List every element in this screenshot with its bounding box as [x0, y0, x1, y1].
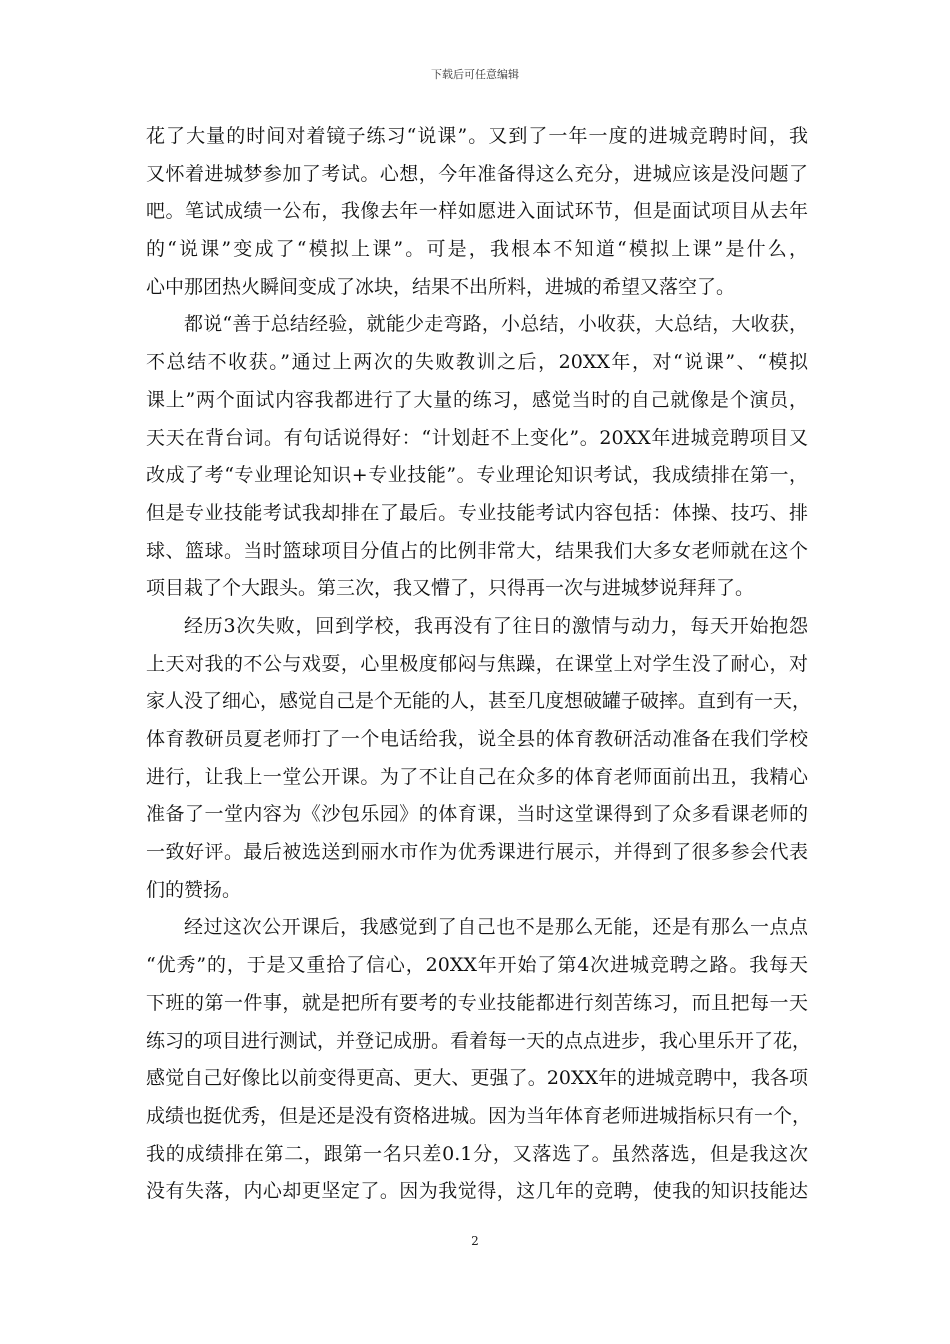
text-line: 练习的项目进行测试，并登记成册。看着每一天的点点进步，我心里乐开了花， [146, 1029, 812, 1052]
page-header: 下载后可任意编辑 [431, 68, 519, 81]
text-line: 成绩也挺优秀，但是还是没有资格进城。因为当年体育老师进城指标只有一个， [146, 1104, 812, 1127]
text-line: 没有失落，内心却更坚定了。因为我觉得，这几年的竞聘，使我的知识技能达 [146, 1180, 808, 1203]
text-line: 项目栽了个大跟头。第三次，我又懵了，只得再一次与进城梦说拜拜了。 [146, 577, 755, 600]
text-line: 一致好评。最后被选送到丽水市作为优秀课进行展示，并得到了很多参会代表 [146, 841, 808, 864]
paragraph [146, 608, 812, 910]
text-line: 我的成绩排在第二，跟第一名只差0.1分，又落选了。虽然落选，但是我这次 [146, 1142, 808, 1165]
text-line: 体育教研员夏老师打了一个电话给我，说全县的体育教研活动准备在我们学校 [146, 728, 808, 750]
text-line: 但是专业技能考试我却排在了最后。专业技能考试内容包括：体操、技巧、排 [146, 501, 808, 524]
text-line: 上天对我的不公与戏耍，心里极度郁闷与焦躁，在课堂上对学生没了耐心，对 [146, 652, 808, 675]
text-line: 课上”两个面试内容我都进行了大量的练习，感觉当时的自己就像是个演员， [146, 388, 808, 411]
paragraph [146, 909, 812, 1211]
text-line: 家人没了细心，感觉自己是个无能的人，甚至几度想破罐子破摔。直到有一天， [146, 690, 812, 713]
text-line: 感觉自己好像比以前变得更高、更大、更强了。20XX年的进城竞聘中，我各项 [146, 1067, 808, 1090]
paragraph [146, 306, 808, 608]
text-line: 进行，让我上一堂公开课。为了不让自己在众多的体育老师面前出丑，我精心 [146, 765, 808, 788]
text-line: “优秀”的，于是又重拾了信心，20XX年开始了第4次进城竞聘之路。我每天 [146, 954, 808, 977]
document-body [146, 118, 812, 1211]
text-line: 都说“善于总结经验，就能少走弯路，小总结，小收获，大总结，大收获， [184, 313, 808, 336]
text-line: 球、篮球。当时篮球项目分值占的比例非常大，结果我们大多女老师就在这个 [146, 539, 808, 562]
text-line: 经历3次失败，回到学校，我再没有了往日的激情与动力，每天开始抱怨 [184, 614, 808, 637]
page-number: 2 [471, 1234, 479, 1248]
text-line: 吧。笔试成绩一公布，我像去年一样如愿进入面试环节，但是面试项目从去年 [146, 200, 808, 223]
text-line: 下班的第一件事，就是把所有要考的专业技能都进行刻苦练习，而且把每一天 [146, 991, 808, 1014]
text-line: 花了大量的时间对着镜子练习“说课”。又到了一年一度的进城竞聘时间，我 [146, 125, 808, 147]
paragraph [146, 118, 808, 306]
text-line: 的“说课”变成了“模拟上课”。可是，我根本不知道“模拟上课”是什么， [146, 238, 808, 261]
text-line: 改成了考“专业理论知识+专业技能”。专业理论知识考试，我成绩排在第一， [146, 464, 808, 487]
text-line: 又怀着进城梦参加了考试。心想，今年准备得这么充分，进城应该是没问题了 [146, 162, 808, 185]
text-line: 天天在背台词。有句话说得好：“计划赶不上变化”。20XX年进城竞聘项目又 [146, 426, 808, 449]
text-line: 心中那团热火瞬间变成了冰块，结果不出所料，进城的希望又落空了。 [146, 275, 736, 298]
text-line: 准备了一堂内容为《沙包乐园》的体育课，当时这堂课得到了众多看课老师的 [146, 803, 808, 826]
text-line: 不总结不收获。”通过上两次的失败教训之后，20XX年，对“说课”、“模拟 [146, 351, 808, 374]
text-line: 经过这次公开课后，我感觉到了自己也不是那么无能，还是有那么一点点 [184, 916, 808, 939]
text-line: 们的赞扬。 [146, 878, 242, 901]
